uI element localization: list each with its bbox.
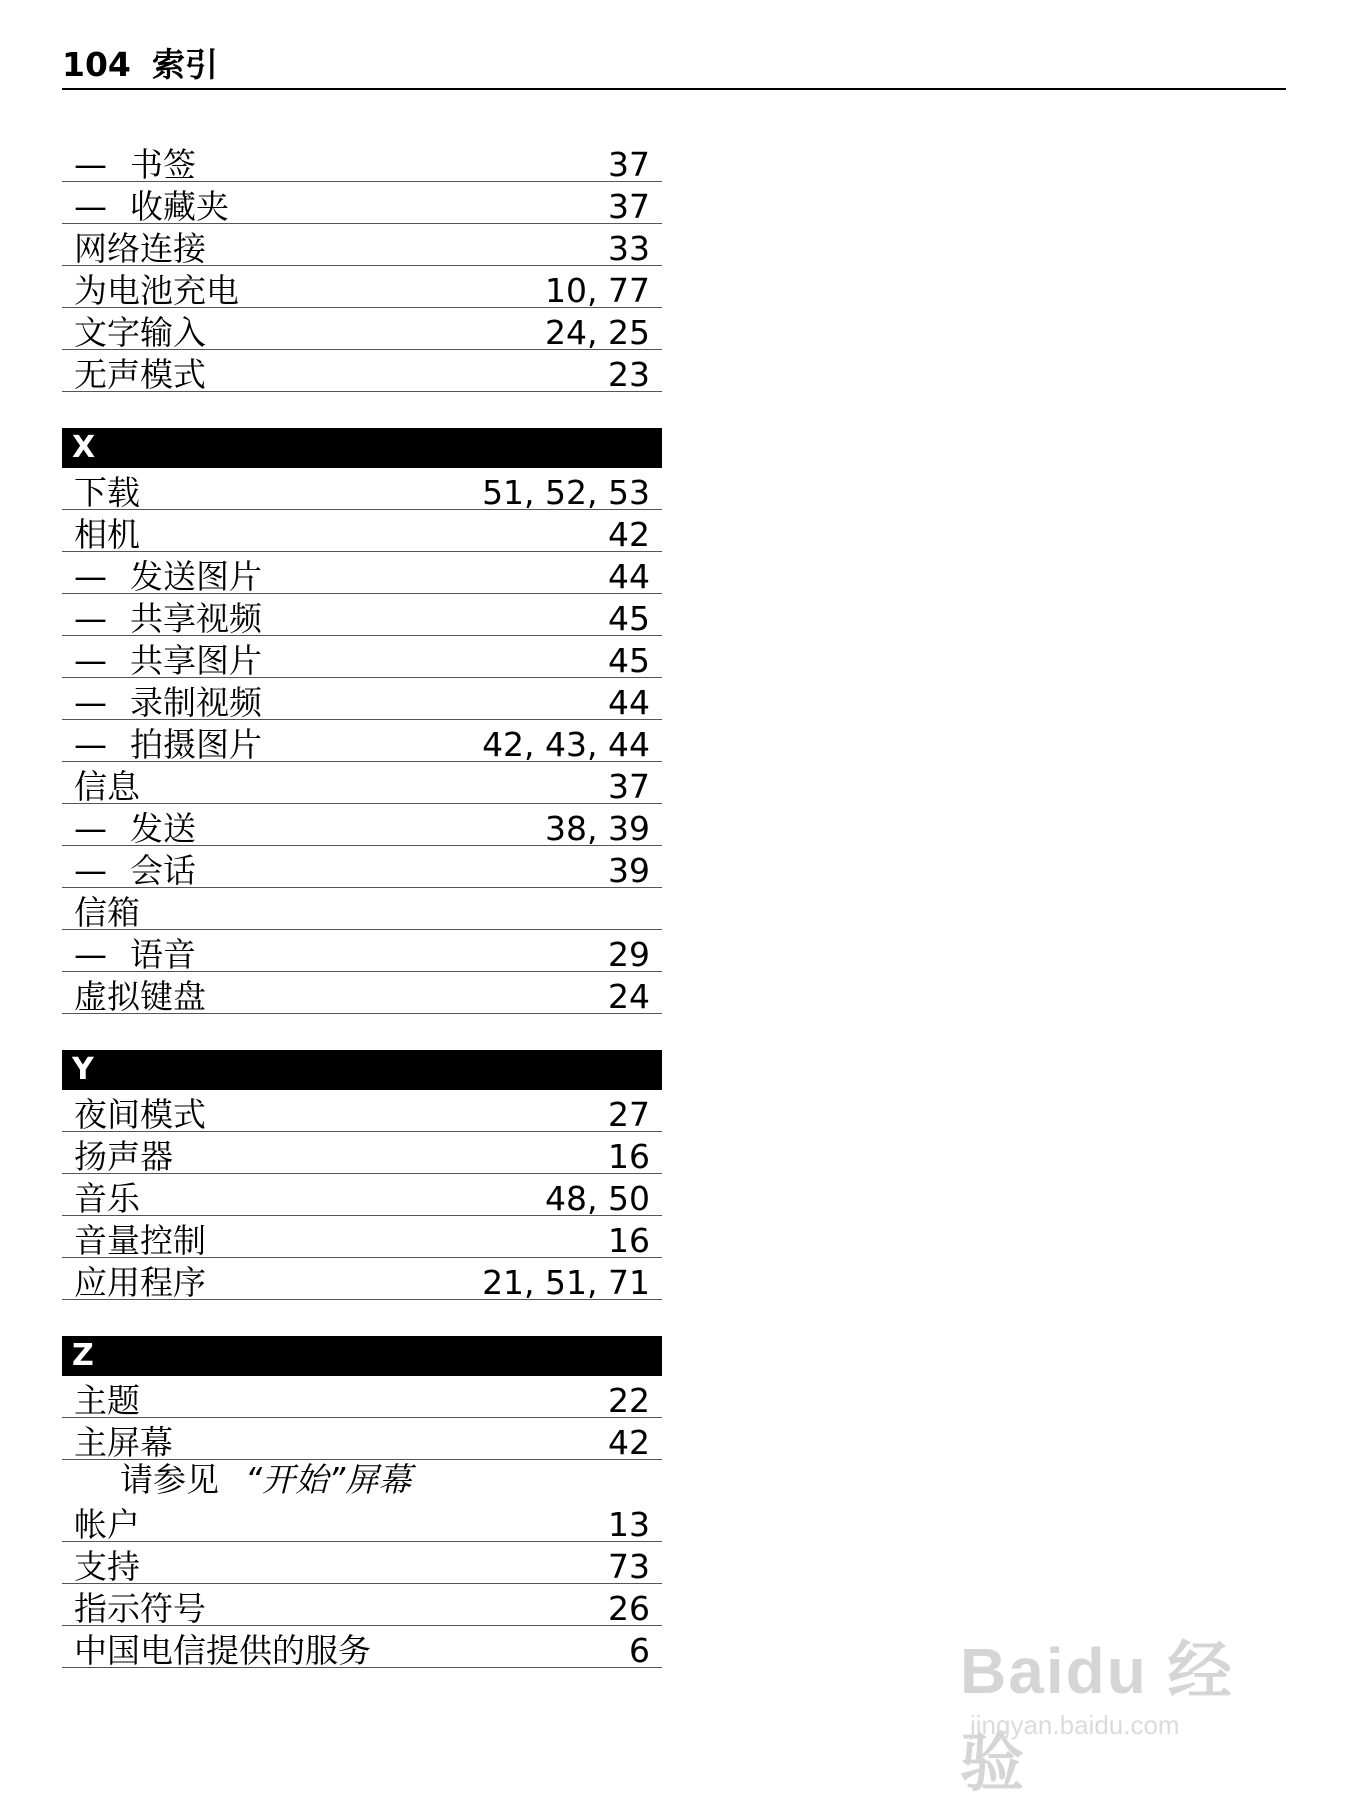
page-title: 索引 xyxy=(151,45,218,84)
entry-term-text: 中国电信提供的服务 xyxy=(74,1631,371,1670)
index-entry xyxy=(62,1542,662,1584)
entry-term xyxy=(74,1095,206,1135)
section-header-y xyxy=(62,1050,662,1090)
index-entry xyxy=(62,762,662,804)
entry-page-numbers[interactable]: 16 xyxy=(608,1221,650,1260)
entry-term-text: 主屏幕 xyxy=(74,1423,173,1462)
index-entry xyxy=(62,1626,662,1668)
index-entry xyxy=(62,1174,662,1216)
subentry-dash: — xyxy=(74,935,107,974)
entry-term-text: 收藏夹 xyxy=(130,187,229,226)
entry-page-numbers[interactable]: 42 xyxy=(608,515,650,554)
entry-term xyxy=(74,229,206,269)
index-entry xyxy=(62,1216,662,1258)
index-group-z-b xyxy=(62,1500,662,1668)
entry-term xyxy=(74,851,196,891)
entry-term-text: 录制视频 xyxy=(130,683,262,722)
entry-term-text: 虚拟键盘 xyxy=(74,977,206,1016)
entry-page-numbers[interactable]: 44 xyxy=(608,557,650,596)
entry-term xyxy=(74,935,196,975)
index-entry xyxy=(62,182,662,224)
index-entry xyxy=(62,678,662,720)
entry-term-text: 无声模式 xyxy=(74,355,206,394)
entry-term-text: 支持 xyxy=(74,1547,140,1586)
entry-term-text: 扬声器 xyxy=(74,1137,173,1176)
section-letter: Z xyxy=(72,1338,94,1373)
index-entry xyxy=(62,636,662,678)
index-entry xyxy=(62,1132,662,1174)
entry-term-text: 帐户 xyxy=(74,1505,140,1544)
section-header-z xyxy=(62,1336,662,1376)
index-entry xyxy=(62,468,662,510)
subentry-dash: — xyxy=(74,557,107,596)
entry-term-text: 发送 xyxy=(130,809,196,848)
index-entry xyxy=(62,930,662,972)
entry-page-numbers[interactable]: 22 xyxy=(608,1381,650,1420)
entry-term xyxy=(74,1589,206,1629)
subentry-dash: — xyxy=(74,809,107,848)
entry-term-text: 语音 xyxy=(130,935,196,974)
see-also-label: 请参见 xyxy=(120,1460,219,1499)
entry-term xyxy=(74,145,196,185)
entry-page-numbers[interactable]: 45 xyxy=(608,641,650,680)
entry-term-text: 文字输入 xyxy=(74,313,206,352)
entry-page-numbers[interactable]: 51, 52, 53 xyxy=(482,473,650,512)
baidu-watermark xyxy=(960,1580,1290,1799)
entry-page-numbers[interactable]: 45 xyxy=(608,599,650,638)
entry-page-numbers[interactable]: 37 xyxy=(608,187,650,226)
entry-page-numbers[interactable]: 16 xyxy=(608,1137,650,1176)
entry-page-numbers[interactable]: 37 xyxy=(608,767,650,806)
entry-term xyxy=(74,893,140,933)
entry-page-numbers[interactable]: 27 xyxy=(608,1095,650,1134)
index-entry xyxy=(62,1418,662,1460)
entry-term xyxy=(74,313,206,353)
entry-term-text: 下载 xyxy=(74,473,140,512)
subentry-dash: — xyxy=(74,683,107,722)
entry-term xyxy=(74,1381,140,1421)
entry-page-numbers[interactable]: 37 xyxy=(608,145,650,184)
see-also-entry xyxy=(62,1460,662,1500)
entry-term xyxy=(74,355,206,395)
index-entry xyxy=(62,266,662,308)
entry-term-text: 音乐 xyxy=(74,1179,140,1218)
entry-page-numbers[interactable]: 48, 50 xyxy=(545,1179,650,1218)
entry-term-text: 相机 xyxy=(74,515,140,554)
index-entry xyxy=(62,888,662,930)
entry-page-numbers[interactable]: 6 xyxy=(629,1631,650,1670)
subentry-dash: — xyxy=(74,145,107,184)
entry-term xyxy=(74,473,140,513)
watermark-logo: Baidu 经验 xyxy=(960,1635,1234,1799)
entry-term-text: 夜间模式 xyxy=(74,1095,206,1134)
entry-term xyxy=(74,1263,206,1303)
entry-term xyxy=(74,1221,206,1261)
entry-term-text: 共享视频 xyxy=(130,599,262,638)
entry-page-numbers[interactable]: 26 xyxy=(608,1589,650,1628)
watermark-url: jingyan.baidu.com xyxy=(970,1710,1180,1740)
index-entry xyxy=(62,1376,662,1418)
entry-page-numbers[interactable]: 13 xyxy=(608,1505,650,1544)
index-group-z-a xyxy=(62,1376,662,1460)
index-entry xyxy=(62,1584,662,1626)
entry-term-text: 拍摄图片 xyxy=(130,725,262,764)
index-entry xyxy=(62,1090,662,1132)
entry-term xyxy=(74,1505,140,1545)
entry-page-numbers[interactable]: 21, 51, 71 xyxy=(482,1263,650,1302)
subentry-dash: — xyxy=(74,725,107,764)
index-group-x xyxy=(62,468,662,1014)
entry-term-text: 应用程序 xyxy=(74,1263,206,1302)
entry-term xyxy=(74,641,262,681)
index-entry xyxy=(62,972,662,1014)
entry-page-numbers[interactable]: 33 xyxy=(608,229,650,268)
index-entry xyxy=(62,804,662,846)
entry-page-numbers[interactable]: 42, 43, 44 xyxy=(482,725,650,764)
entry-page-numbers[interactable]: 42 xyxy=(608,1423,650,1462)
entry-page-numbers[interactable]: 23 xyxy=(608,355,650,394)
entry-term-text: 信息 xyxy=(74,767,140,806)
entry-term-text: 书签 xyxy=(130,145,196,184)
section-letter: Y xyxy=(72,1052,94,1087)
index-entry xyxy=(62,308,662,350)
entry-page-numbers[interactable]: 29 xyxy=(608,935,650,974)
entry-term-text: 为电池充电 xyxy=(74,271,239,310)
index-entry xyxy=(62,594,662,636)
entry-term-text: 指示符号 xyxy=(74,1589,206,1628)
entry-term xyxy=(74,187,229,227)
entry-term-text: 主题 xyxy=(74,1381,140,1420)
index-entry xyxy=(62,1500,662,1542)
page-header xyxy=(62,42,1286,90)
entry-page-numbers[interactable]: 24, 25 xyxy=(545,313,650,352)
index-entry xyxy=(62,846,662,888)
entry-term xyxy=(74,1547,140,1587)
entry-page-numbers[interactable]: 38, 39 xyxy=(545,809,650,848)
index-column xyxy=(62,140,662,1668)
entry-term-text: 音量控制 xyxy=(74,1221,206,1260)
entry-term-text: 信箱 xyxy=(74,893,140,932)
subentry-dash: — xyxy=(74,187,107,226)
entry-term-text: 网络连接 xyxy=(74,229,206,268)
index-entry xyxy=(62,224,662,266)
entry-term xyxy=(74,809,196,849)
index-entry xyxy=(62,510,662,552)
subentry-dash: — xyxy=(74,851,107,890)
entry-term xyxy=(74,271,239,311)
entry-term-text: 会话 xyxy=(130,851,196,890)
section-letter: X xyxy=(72,430,96,465)
index-group-y xyxy=(62,1090,662,1300)
see-also-target[interactable]: “开始”屏幕 xyxy=(245,1460,412,1499)
index-entry xyxy=(62,140,662,182)
index-group-w xyxy=(62,140,662,392)
entry-term-text: 共享图片 xyxy=(130,641,262,680)
entry-term-text: 发送图片 xyxy=(130,557,262,596)
entry-term xyxy=(74,725,262,765)
entry-term xyxy=(74,977,206,1017)
entry-term xyxy=(74,515,140,555)
entry-page-numbers[interactable]: 73 xyxy=(608,1547,650,1586)
entry-page-numbers[interactable]: 39 xyxy=(608,851,650,890)
entry-term xyxy=(74,599,262,639)
entry-page-numbers[interactable]: 10, 77 xyxy=(545,271,650,310)
entry-term xyxy=(74,683,262,723)
entry-term xyxy=(74,557,262,597)
entry-term xyxy=(74,1179,140,1219)
entry-term xyxy=(74,1631,371,1671)
entry-page-numbers[interactable]: 24 xyxy=(608,977,650,1016)
subentry-dash: — xyxy=(74,641,107,680)
entry-term xyxy=(74,1137,173,1177)
index-entry xyxy=(62,350,662,392)
entry-term xyxy=(74,767,140,807)
section-header-x xyxy=(62,428,662,468)
index-entry xyxy=(62,552,662,594)
subentry-dash: — xyxy=(74,599,107,638)
index-entry xyxy=(62,720,662,762)
page-number: 104 xyxy=(62,45,131,84)
entry-term xyxy=(74,1423,173,1463)
index-entry xyxy=(62,1258,662,1300)
entry-page-numbers[interactable]: 44 xyxy=(608,683,650,722)
